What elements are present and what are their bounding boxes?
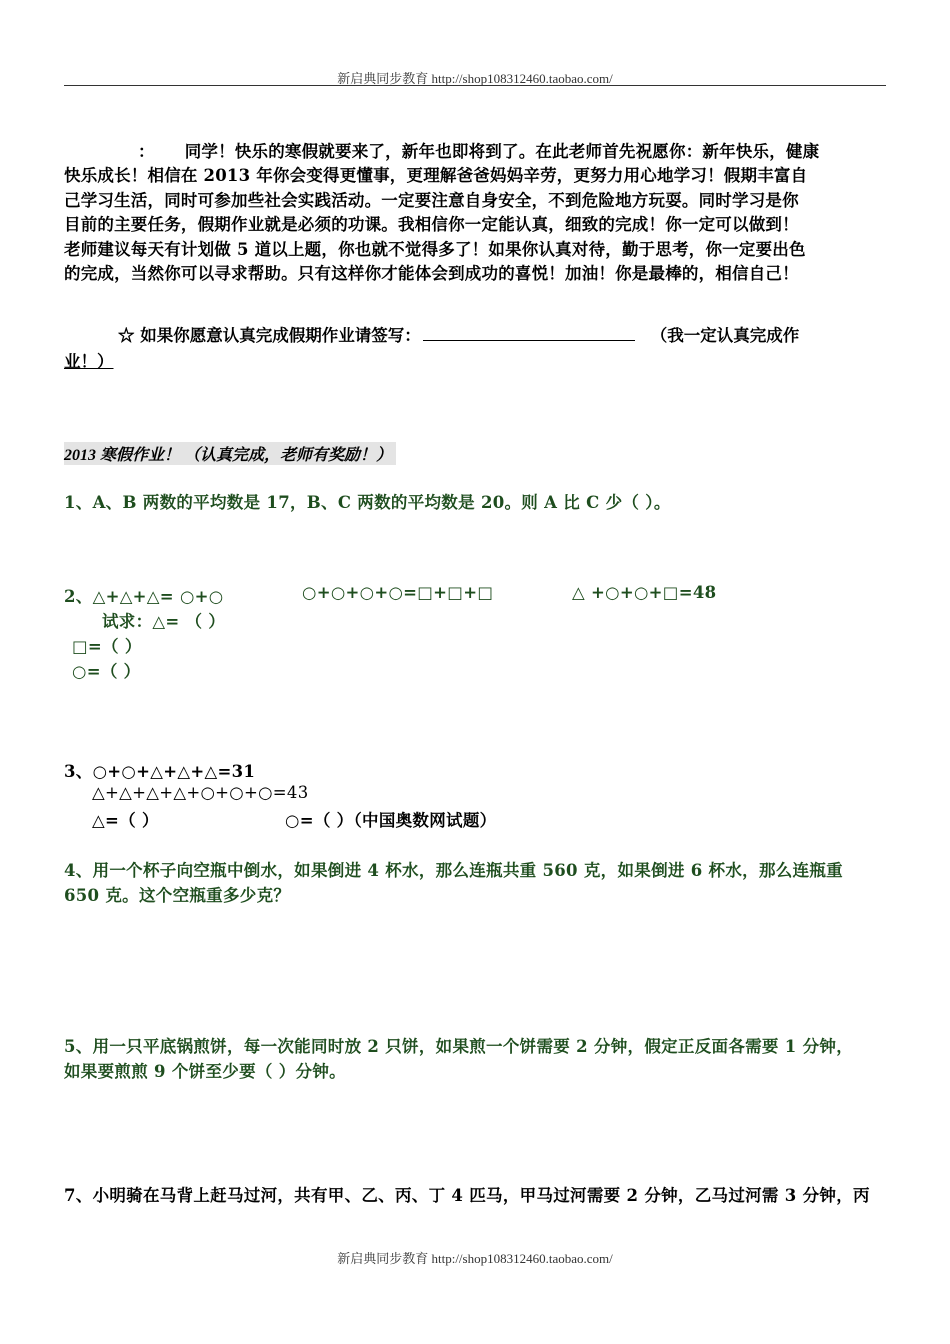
signature-row xyxy=(118,322,799,346)
signature-blank[interactable] xyxy=(423,324,635,341)
signature-prompt: ☆ 如果你愿意认真完成假期作业请签写： xyxy=(118,326,421,345)
page-footer: 新启典同步教育 http://shop108312460.taobao.com/ xyxy=(337,1251,613,1266)
question-2-eq1: 2、△+△+△= ○+○ xyxy=(64,587,224,606)
question-2-circle: ○=（ ） xyxy=(72,662,141,681)
question-3-eq1: 3、○+○+△+△+△=31 xyxy=(64,762,256,781)
intro-colon: ： xyxy=(138,142,155,161)
question-4-line1: 4、用一个杯子向空瓶中倒水，如果倒进 4 杯水，那么连瓶共重 560 克，如果倒进 6 杯水，那么连瓶重 xyxy=(64,861,843,880)
signature-suffix-cont: 业！） xyxy=(64,352,114,371)
question-4-line2: 650 克。这个空瓶重多少克？ xyxy=(64,886,291,905)
question-2-eq3: △ +○+○+□=48 xyxy=(572,583,717,602)
question-5-line1: 5、用一只平底锅煎饼，每一次能同时放 2 只饼，如果煎一个饼需要 2 分钟，假定正反面各需要 1 分钟， xyxy=(64,1037,853,1056)
intro-line-3: 己学习生活，同时可参加些社会实践活动。一定要注意自身安全，不到危险地方玩耍。同时学习是你 xyxy=(64,190,799,210)
homework-title: 2013 寒假作业！ （认真完成，老师有奖励！） xyxy=(64,442,396,465)
page-header: 新启典同步教育 http://shop108312460.taobao.com/ xyxy=(337,71,613,86)
question-5-line2: 如果要煎煎 9 个饼至少要（ ）分钟。 xyxy=(64,1062,346,1081)
intro-letter xyxy=(64,140,888,286)
question-1: 1、A、B 两数的平均数是 17，B、C 两数的平均数是 20。则 A 比 C 少（ ）。 xyxy=(64,493,671,512)
question-2-square: □=（ ） xyxy=(72,637,142,656)
question-3-ans-triangle: △=（ ） xyxy=(92,811,159,830)
signature-suffix: （我一定认真完成作 xyxy=(650,326,800,345)
intro-line-1: ： 同学！快乐的寒假就要来了，新年也即将到了。在此老师首先祝愿你：新年快乐，健康 xyxy=(138,142,820,161)
intro-line-5: 老师建议每天有计划做 5 道以上题，你也就不觉得多了！如果你认真对待，勤于思考，你一定要出色 xyxy=(64,239,806,259)
question-2-ask: 试求：△= （ ） xyxy=(102,612,226,631)
header-divider xyxy=(64,85,886,86)
intro-line-2: 快乐成长！相信在 2013 年你会变得更懂事，更理解爸爸妈妈辛劳，更努力用心地学习！假期丰富自 xyxy=(64,166,808,186)
question-3-ans-circle: ○=（ ）（中国奥数网试题） xyxy=(285,811,497,830)
question-7-line1: 7、小明骑在马背上赶马过河，共有甲、乙、丙、丁 4 匹马，甲马过河需要 2 分钟，乙马过河需 3 分钟，丙 xyxy=(64,1186,870,1205)
question-3-eq2: △+△+△+△+○+○+○=43 xyxy=(92,783,309,802)
intro-line-4: 目前的主要任务，假期作业就是必须的功课。我相信你一定能认真，细致的完成！你一定可以做到！ xyxy=(64,215,799,235)
question-2-eq2: ○+○+○+○=□+□+□ xyxy=(302,583,494,602)
intro-line-6: 的完成，当然你可以寻求帮助。只有这样你才能体会到成功的喜悦！加油！你是最棒的，相信自己！ xyxy=(64,263,799,283)
